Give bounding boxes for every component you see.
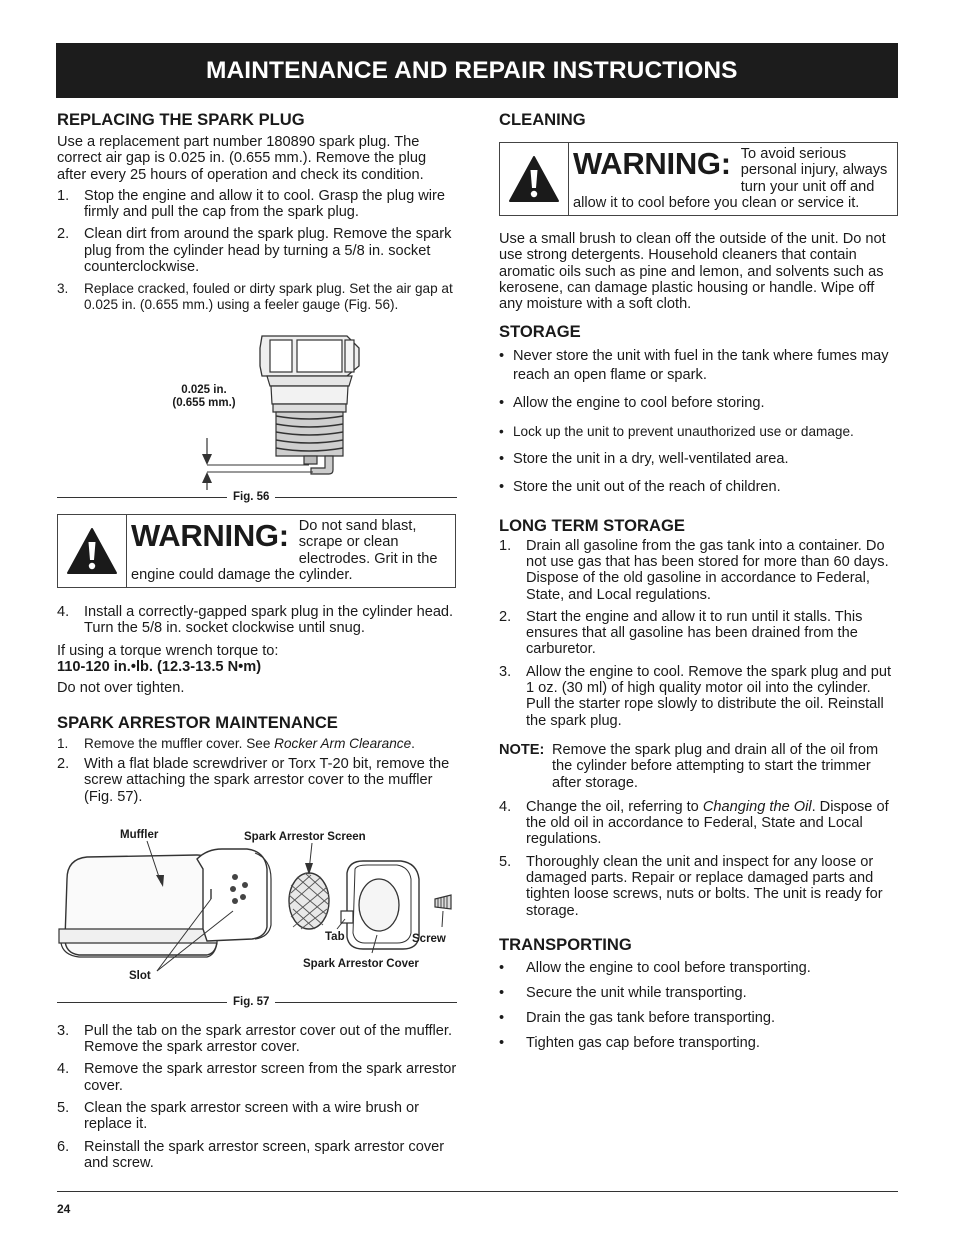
list-item: 4. Remove the spark arrestor screen from the spark arrestor cover.	[57, 1061, 457, 1094]
list-item: 3. Replace cracked, fouled or dirty spark plug. Set the air gap at 0.025 in. (0.655 mm.) using a feeler gauge (Fig. 56).	[57, 281, 453, 312]
warning-text: Do not sand blast, scrape or clean electrodes. Grit in the engine could damage the cylinder.	[131, 517, 438, 583]
list-item: 1. Stop the engine and allow it to cool. Grasp the plug wire firmly and pull the cap from the spark plug.	[57, 187, 446, 221]
warning-icon-cell	[500, 143, 569, 215]
fig-label-screw: Screw	[412, 932, 446, 945]
figure-57	[57, 819, 457, 997]
torque-intro: If using a torque wrench torque to:	[57, 642, 279, 659]
list-item: • Allow the engine to cool before transporting.	[499, 959, 898, 978]
warning-text: To avoid serious personal injury, always turn your unit off and allow it to cool before you clean or service it.	[573, 146, 888, 211]
list-item: 4. Install a correctly-gapped spark plug in the cylinder head. Turn the 5/8 in. socket clockwise until snug.	[57, 604, 454, 637]
torque-value: 110-120 in.•lb. (12.3-13.5 N•m)	[57, 659, 262, 676]
spark-plug-step-4	[57, 604, 457, 637]
warning-icon-cell	[58, 515, 127, 587]
note	[499, 742, 898, 791]
list-item: 2. With a flat blade screwdriver or Torx T-20 bit, remove the screw attaching the spark arrestor cover to the muffler (Fig. 57).	[57, 755, 450, 805]
page-header	[56, 43, 898, 98]
right-column	[499, 110, 898, 1053]
list-item: 5. Clean the spark arrestor screen with a wire brush or replace it.	[57, 1100, 419, 1133]
list-item: • Allow the engine to cool before storing.	[499, 394, 898, 413]
fig-label-screen: Spark Arrestor Screen	[244, 830, 366, 843]
list-item: • Secure the unit while transporting.	[499, 984, 898, 1003]
fig-56-caption-line	[57, 490, 457, 504]
list-item: 4. Change the oil, referring to Changing the Oil. Dispose of the old oil in accordance to Federal, State and Local regulations.	[499, 798, 889, 848]
warning-text-cell	[569, 143, 897, 215]
no-over-tighten: Do not over tighten.	[57, 680, 185, 697]
fig-57-caption: Fig. 57	[227, 995, 275, 1009]
arrestor-steps-after	[57, 1023, 457, 1171]
warning-box-cleaning	[499, 142, 898, 216]
spark-plug-steps	[57, 188, 457, 312]
section-heading-storage: STORAGE	[499, 321, 581, 341]
page-number: 24	[57, 1202, 71, 1216]
warning-title: WARNING:	[131, 517, 289, 553]
section-heading-spark-arrestor: SPARK ARRESTOR MAINTENANCE	[57, 712, 338, 732]
spark-plug-intro: Use a replacement part number 180890 spark plug. The correct air gap is 0.025 in. (0.655 mm.). Remove the plug after every 25 hours of operation and check its condition.	[57, 134, 427, 183]
gap-label: 0.025 in. (0.655 mm.)	[172, 383, 236, 409]
fig-label-cover: Spark Arrestor Cover	[303, 957, 419, 970]
fig-56-caption: Fig. 56	[227, 490, 275, 504]
figure-56	[57, 320, 457, 490]
left-column	[57, 110, 457, 1171]
list-item: • Drain the gas tank before transporting.	[499, 1009, 898, 1028]
page-title: MAINTENANCE AND REPAIR INSTRUCTIONS	[206, 57, 738, 84]
list-item: 3. Allow the engine to cool. Remove the spark plug and put 1 oz. (30 ml) of high quality motor oil into the cylinder. Pull the starter rope slowly to distribute the oil. Reinstall the spark plug.	[499, 663, 892, 729]
warning-text-cell	[127, 515, 455, 587]
footer-divider	[57, 1191, 898, 1192]
warning-box-spark-plug	[57, 514, 456, 588]
list-item: • Store the unit in a dry, well-ventilated area.	[499, 450, 898, 469]
fig-label-tab: Tab	[325, 930, 345, 943]
list-item: • Never store the unit with fuel in the tank where fumes may reach an open flame or spark.	[499, 347, 898, 385]
warning-icon	[508, 155, 560, 203]
fig-57-caption-line	[57, 995, 457, 1009]
long-term-steps	[499, 538, 898, 729]
long-term-steps-2	[499, 799, 898, 919]
list-item: • Lock up the unit to prevent unauthorized use or damage.	[499, 422, 898, 441]
warning-icon	[66, 527, 118, 575]
note-label: NOTE:	[499, 741, 545, 758]
list-item: 6. Reinstall the spark arrestor screen, spark arrestor cover and screw.	[57, 1138, 445, 1171]
list-item: 2. Clean dirt from around the spark plug. Remove the spark plug from the cylinder head by turning a 5/8 in. socket counterclockwise.	[57, 226, 452, 276]
list-item: 1. Drain all gasoline from the gas tank into a container. Do not use gas that has been stored for more than 60 days. Dispose of the old gasoline in accordance to Federal, State, and Local regulations.	[499, 537, 889, 603]
list-item: • Tighten gas cap before transporting.	[499, 1034, 898, 1053]
note-text: Remove the spark plug and drain all of the oil from the cylinder before attempting to start the trimmer after storage.	[552, 741, 879, 791]
arrestor-steps	[57, 736, 457, 805]
list-item: 3. Pull the tab on the spark arrestor cover out of the muffler. Remove the spark arrestor cover.	[57, 1022, 453, 1056]
transporting-list	[499, 959, 898, 1053]
section-heading-cleaning: CLEANING	[499, 110, 586, 129]
storage-list	[499, 347, 898, 497]
fig-label-muffler: Muffler	[120, 828, 159, 841]
fig-label-slot: Slot	[129, 969, 151, 982]
cleaning-body: Use a small brush to clean off the outside of the unit. Do not use strong detergents. Household cleaners that contain aromatic oils such as pine and lemon, and solvents such as kerosene, can damage plastic housing or handle. Wipe off any moisture with a soft cloth.	[499, 231, 886, 313]
spark-plug-illustration	[57, 320, 457, 490]
section-heading-long-term: LONG TERM STORAGE	[499, 515, 685, 535]
section-heading-transporting: TRANSPORTING	[499, 934, 632, 954]
list-item: 5. Thoroughly clean the unit and inspect for any loose or damaged parts. Repair or replace damaged parts and tighten loose screws, nuts or bolts. The unit is ready for storage.	[499, 853, 883, 919]
warning-title: WARNING:	[573, 146, 731, 181]
section-heading-spark-plug: REPLACING THE SPARK PLUG	[57, 110, 305, 129]
list-item: 2. Start the engine and allow it to run until it stalls. This ensures that all gasoline has been drained from the carburetor.	[499, 608, 863, 658]
list-item: • Store the unit out of the reach of children.	[499, 478, 898, 497]
list-item: 1. Remove the muffler cover. See Rocker Arm Clearance.	[57, 735, 415, 751]
